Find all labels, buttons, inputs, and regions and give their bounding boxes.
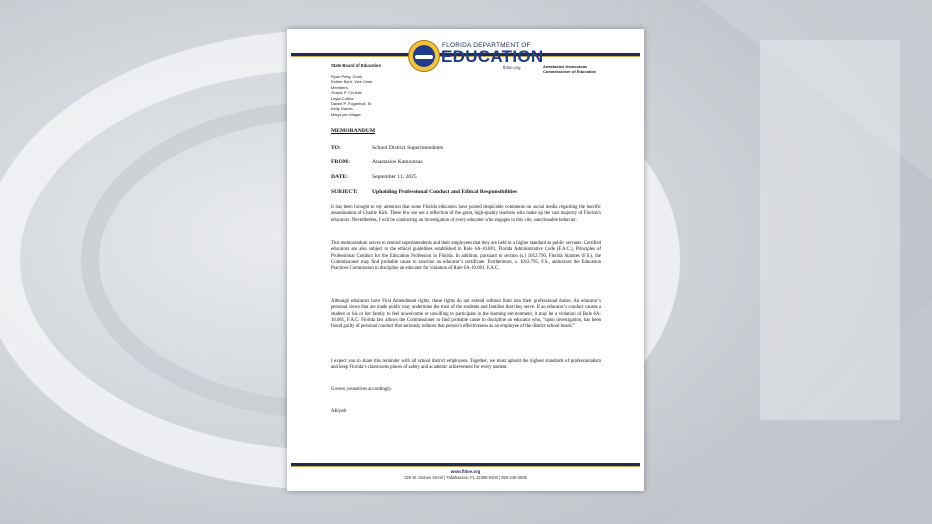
date-label: DATE:	[331, 174, 348, 180]
board-member: Grazie P. Christie	[331, 90, 362, 96]
florida-seal-icon	[408, 40, 440, 72]
logo-line3: fldoe.org	[503, 65, 521, 70]
footer-gold-rule	[291, 466, 640, 467]
paragraph-2: This memorandum serves to remind superintendents and their employees that they are held to a higher standard as public servants. Certified educators are also subject to the ethical guidelines established in Rule 6A-10.081, Florida Administrative Code (F.A.C.), Principles of Professional Conduct for the Education Profession in Florida. In addition, pursuant to section (s.) 1012.796, Florida Statutes (F.S.), the Commissioner may find probable cause to sanction an educator’s certificate. Furthermore, s. 1012.795, F.S., authorizes the Education Practices Commission to discipline an educator for violation of Rule 6A-10.081, F.A.C.	[331, 241, 601, 272]
logo-line2: EDUCATION	[441, 47, 544, 66]
subject-value: Upholding Professional Conduct and Ethical Responsibilities	[372, 189, 518, 195]
commissioner-block	[543, 64, 596, 75]
memo-title: MEMORANDUM	[331, 128, 376, 134]
board-member: MaryLynn Magar	[331, 111, 361, 117]
from-label: FROM:	[331, 159, 350, 165]
board-member: Daniel P. Foganholi, Sr.	[331, 101, 373, 107]
memo-document	[287, 29, 644, 491]
footer-address: 325 W. Gaines Street | Tallahassee, FL 32399-0400 | 850-245-0505	[404, 475, 527, 480]
board-member: Layla Collins	[331, 95, 354, 101]
paragraph-4: I expect you to share this reminder with all school district employees. Together, we must uphold the highest standards of professionalism and keep Florida’s classrooms places of safety and academic achievement for every student.	[331, 359, 601, 371]
board-member: Members	[331, 84, 348, 90]
board-member: Ryan Petty, Chair	[331, 74, 363, 79]
paragraph-3: Although educators have First Amendment rights, these rights do not extend without limit into their professional duties. An educator’s personal views that are made public may undermine the trust of the students and families that they serve. If an educator’s conduct causes a student or his or her family to feel unwelcome or unwilling to participate in the learning environment, it may be a violation of Rule 6A-10.081, F.A.C. Florida law allows the Commissioner to find probable cause to discipline an educator who, “upon investigation, has been found guilty of personal conduct that seriously reduces that person’s effectiveness as an employee of the district school board.”	[331, 299, 601, 330]
board-heading: State Board of Education	[331, 63, 382, 68]
to-value: School District Superintendents	[372, 145, 444, 151]
commissioner-title: Commissioner of Education	[543, 69, 597, 75]
initials: AK/pob	[331, 409, 347, 414]
paragraph-1: It has been brought to my attention that some Florida educators have posted despicable comments on social media regarding the horrific assassination of Charlie Kirk. These few are not a reflection of the great, high-quality teachers who make up the vast majority of Florida’s educators. Nevertheless, I will be conducting an investigation of every educator who engages in this vile, sanctionable behavior.	[331, 205, 601, 223]
paragraph-5: Govern yourselves accordingly.	[331, 387, 392, 392]
fldoe-logo	[408, 40, 544, 74]
to-label: TO:	[331, 145, 341, 151]
board-members-list	[331, 74, 373, 117]
subject-label: SUBJECT:	[331, 189, 358, 195]
board-member: Kelly Garcia	[331, 106, 353, 112]
board-member: Esther Byrd, Vice Chair	[331, 79, 373, 85]
from-value: Anastasios Kamoutsas	[372, 159, 423, 165]
commissioner-name: Anastasios Kamoutsas	[543, 64, 588, 69]
logo-line1: FLORIDA DEPARTMENT OF	[442, 42, 531, 49]
date-value: September 11, 2025	[372, 174, 417, 180]
footer-url: www.fldoe.org	[450, 469, 481, 474]
